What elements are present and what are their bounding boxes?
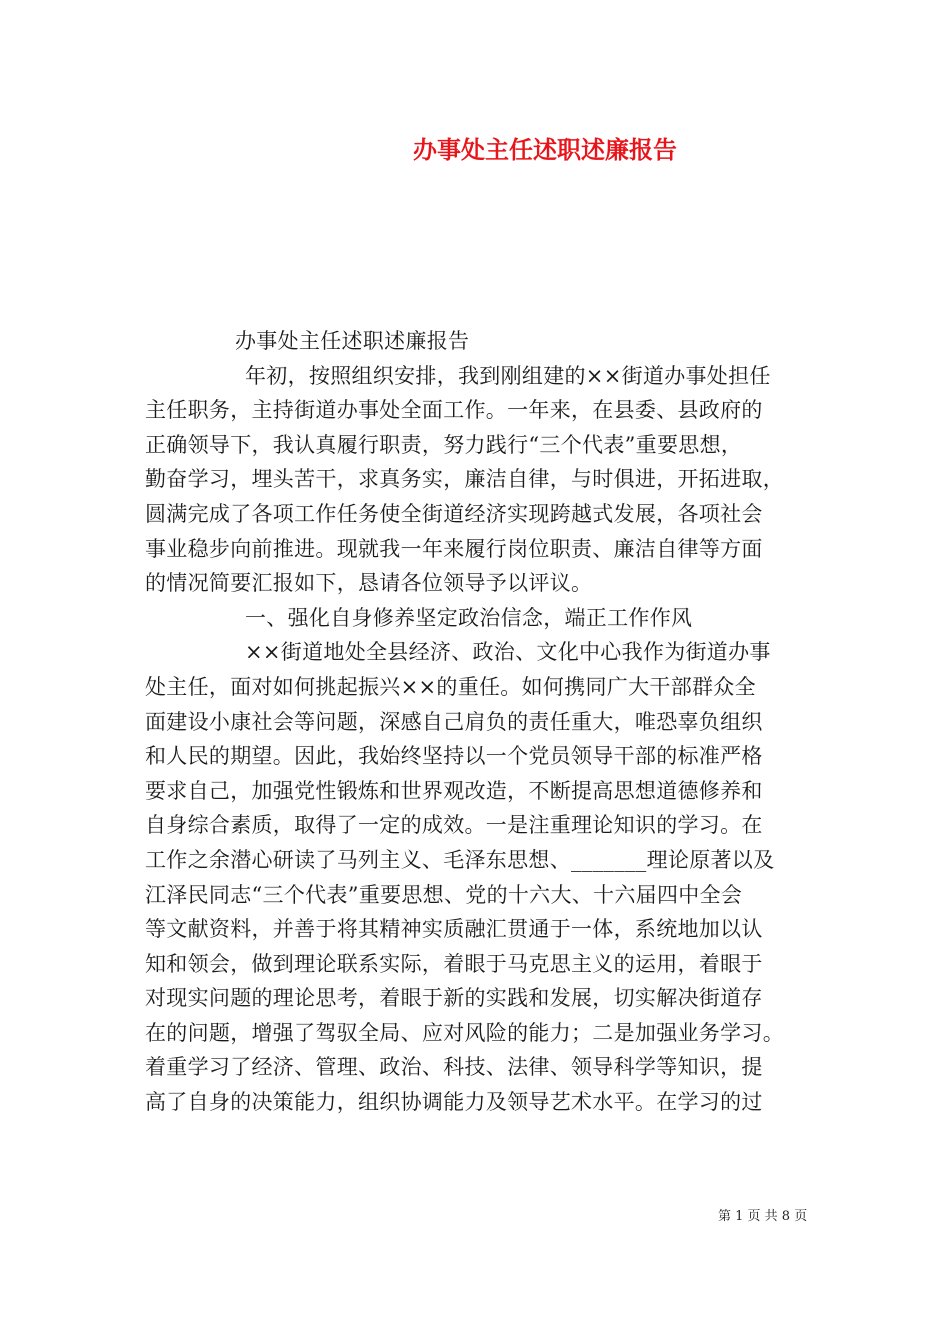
body-line: 的情况简要汇报如下，恳请各位领导予以评议。 <box>145 571 593 596</box>
body-line: 知和领会，做到理论联系实际，着眼于马克思主义的运用，着眼于 <box>145 951 763 976</box>
body-line: 高了自身的决策能力，组织协调能力及领导艺术水平。在学习的过 <box>145 1090 763 1115</box>
body-line: 年初，按照组织安排，我到刚组建的××街道办事处担任 <box>245 363 771 388</box>
body-line: 等文献资料，并善于将其精神实质融汇贯通于一体，系统地加以认 <box>145 917 763 942</box>
body-line: 正确领导下，我认真履行职责，努力践行“三个代表”重要思想， <box>145 432 743 457</box>
body-line: ××街道地处全县经济、政治、文化中心我作为街道办事 <box>245 640 771 665</box>
section-heading: 一、强化自身修养坚定政治信念，端正工作作风 <box>245 605 693 630</box>
body-line: 面建设小康社会等问题，深感自己肩负的责任重大，唯恐辜负组织 <box>145 709 763 734</box>
document-body <box>145 324 825 1120</box>
body-subtitle: 办事处主任述职述廉报告 <box>235 329 470 353</box>
body-line: 圆满完成了各项工作任务使全街道经济实现跨越式发展，各项社会 <box>145 501 763 526</box>
body-line: 在的问题，增强了驾驭全局、应对风险的能力；二是加强业务学习。 <box>145 1020 784 1045</box>
body-line: 着重学习了经济、管理、政治、科技、法律、领导科学等知识，提 <box>145 1055 763 1080</box>
body-line: 江泽民同志“三个代表”重要思想、党的十六大、十六届四中全会 <box>145 882 743 907</box>
body-line: 对现实问题的理论思考，着眼于新的实践和发展，切实解决街道存 <box>145 986 763 1011</box>
body-line: 自身综合素质，取得了一定的成效。一是注重理论知识的学习。在 <box>145 813 763 838</box>
body-line: 工作之余潜心研读了马列主义、毛泽东思想、_______理论原著以及 <box>145 847 775 872</box>
body-line: 主任职务，主持街道办事处全面工作。一年来，在县委、县政府的 <box>145 398 763 423</box>
body-line: 勤奋学习，埋头苦干，求真务实，廉洁自律，与时俱进，开拓进取， <box>145 467 784 492</box>
page-number-footer: 第 1 页 共 8 页 <box>718 1209 808 1224</box>
body-line: 要求自己，加强党性锻炼和世界观改造，不断提高思想道德修养和 <box>145 778 763 803</box>
body-line: 和人民的期望。因此，我始终坚持以一个党员领导干部的标准严格 <box>145 744 763 769</box>
body-line: 处主任，面对如何挑起振兴××的重任。如何携同广大干部群众全 <box>145 674 756 699</box>
document-title: 办事处主任述职述廉报告 <box>413 135 677 164</box>
body-line: 事业稳步向前推进。现就我一年来履行岗位职责、廉洁自律等方面 <box>145 536 763 561</box>
